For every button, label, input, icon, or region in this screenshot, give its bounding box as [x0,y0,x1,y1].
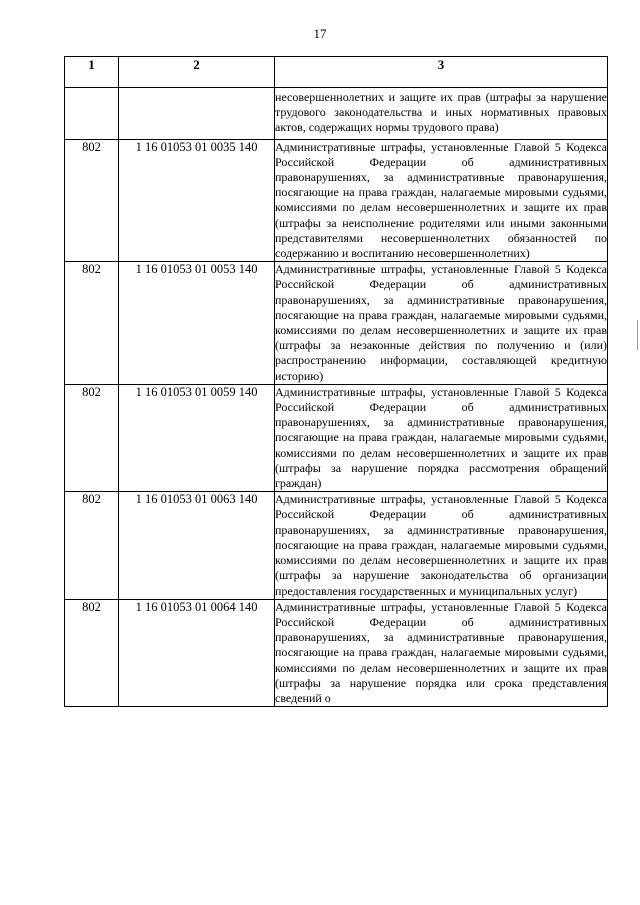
table-row [65,492,608,599]
kbk-code-cell [119,88,275,140]
description-cell: Административные штрафы, установленные Главой 5 Кодекса Российской Федерации об административных правонарушениях, за административные правонарушения, посягающие на права граждан, налагаемые мировыми судьями, комиссиями по делам несовершеннолетних и защите их прав (штрафы за нарушение порядка рассмотрения обращений граждан) [275,384,607,491]
admin-code-cell: 802 [65,262,119,385]
header-col-1: 1 [65,57,119,88]
admin-code-cell: 802 [65,492,119,599]
admin-code-cell: 802 [65,384,119,491]
admin-code-cell [65,88,119,140]
description-cell: Административные штрафы, установленные Главой 5 Кодекса Российской Федерации об административных правонарушениях, за административные правонарушения, посягающие на права граждан, налагаемые мировыми судьями, комиссиями по делам несовершеннолетних и защите их прав (штрафы за неисполнение родителями или иными законными представителями несовершеннолетних обязанностей по содержанию и воспитанию несовершеннолетних) [275,139,607,261]
header-col-3: 3 [275,57,608,88]
table-header-row [65,57,608,88]
admin-code-cell: 802 [65,599,119,706]
admin-code-cell: 802 [65,139,119,262]
kbk-code-cell: 1 16 01053 01 0035 140 [119,139,275,262]
kbk-code-cell: 1 16 01053 01 0053 140 [119,262,275,385]
table-row [65,139,608,262]
budget-codes-table [64,56,608,707]
table-row [65,384,608,491]
kbk-code-cell: 1 16 01053 01 0059 140 [119,384,275,491]
scan-edge-mark [637,320,638,350]
table-row [65,599,608,706]
description-cell: несовершеннолетних и защите их прав (штрафы за нарушение трудового законодательства и иных нормативных правовых актов, содержащих нормы трудового права) [275,88,608,140]
table-row [65,88,608,140]
kbk-code-cell: 1 16 01053 01 0064 140 [119,599,275,706]
kbk-code-cell: 1 16 01053 01 0063 140 [119,492,275,599]
description-cell: Административные штрафы, установленные Главой 5 Кодекса Российской Федерации об административных правонарушениях, за административные правонарушения, посягающие на права граждан, налагаемые мировыми судьями, комиссиями по делам несовершеннолетних и защите их прав (штрафы за нарушение законодательства об организации предоставления государственных и муниципальных услуг) [275,492,607,598]
description-cell: Административные штрафы, установленные Главой 5 Кодекса Российской Федерации об административных правонарушениях, за административные правонарушения, посягающие на права граждан, налагаемые мировыми судьями, комиссиями по делам несовершеннолетних и защите их прав (штрафы за незаконные действия по получению и (или) распространению информации, составляющей кредитную историю) [275,262,607,383]
page-number: 17 [313,26,327,41]
header-col-2: 2 [119,57,275,88]
table-row [65,262,608,385]
description-cell: Административные штрафы, установленные Главой 5 Кодекса Российской Федерации об административных правонарушениях, за административные правонарушения, посягающие на права граждан, налагаемые мировыми судьями, комиссиями по делам несовершеннолетних и защите их прав (штрафы за нарушение порядка или срока представления сведений о [275,599,607,705]
